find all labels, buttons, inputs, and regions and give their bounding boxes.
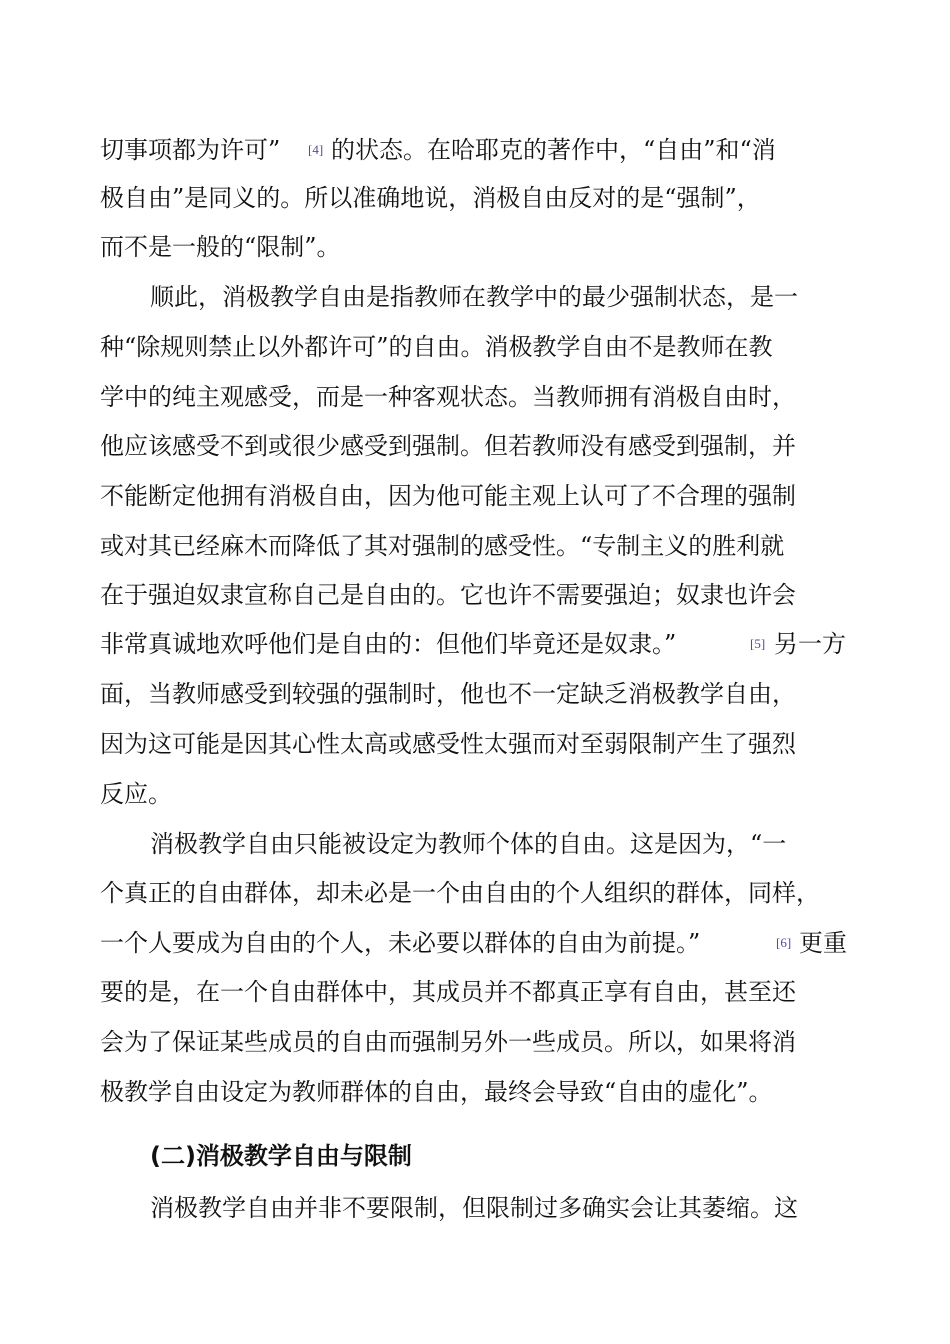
text-run: 学中的纯主观感受，而是一种客观状态。当教师拥有消极自由时， [100,383,796,411]
text-run: 极自由”是同义的。所以准确地说，消极自由反对的是“强制”， [100,184,761,212]
text-run: 一个人要成为自由的个人，未必要以群体的自由为前提。” [100,929,701,957]
text-run: 切事项都为许可” [100,136,281,164]
text-run: 顺此，消极教学自由是指教师在教学中的最少强制状态，是一 [150,283,798,311]
text-run: 非常真诚地欢呼他们是自由的：但他们毕竟还是奴隶。” [100,630,677,658]
text-run: 或对其已经麻木而降低了其对强制的感受性。“专制主义的胜利就 [100,532,785,560]
text-run: 种“除规则禁止以外都许可”的自由。消极教学自由不是教师在教 [100,333,773,361]
citation-ref: [6] [776,935,792,950]
text-run: 面，当教师感受到较强的强制时，他也不一定缺乏消极教学自由， [100,680,796,708]
text-run: 不能断定他拥有消极自由，因为他可能主观上认可了不合理的强制 [100,482,796,510]
text-run: 更重 [799,929,847,957]
text-run: 极教学自由设定为教师群体的自由，最终会导致“自由的虚化”。 [100,1078,773,1106]
citation-ref: [5] [750,636,766,651]
text-run: 要的是，在一个自由群体中，其成员并不都真正享有自由，甚至还 [100,978,796,1006]
text-run: 而不是一般的“限制”。 [100,233,341,261]
text-run: 另一方 [774,630,846,658]
text-run: 消极教学自由并非不要限制，但限制过多确实会让其萎缩。这 [150,1194,798,1222]
text-run: 因为这可能是因其心性太高或感受性太强而对至弱限制产生了强烈 [100,730,796,758]
text-run: 个真正的自由群体，却未必是一个由自由的个人组织的群体，同样， [100,879,820,907]
text-run: 他应该感受不到或很少感受到强制。但若教师没有感受到强制，并 [100,432,796,460]
text-run: 在于强迫奴隶宣称自己是自由的。它也许不需要强迫；奴隶也许会 [100,581,796,609]
text-run: 会为了保证某些成员的自由而强制另外一些成员。所以，如果将消 [100,1028,796,1056]
text-run: 反应。 [100,780,172,808]
section-heading-text: (二)消极教学自由与限制 [150,1142,412,1170]
text-run: 消极教学自由只能被设定为教师个体的自由。这是因为，“一 [150,830,787,858]
text-run: 的状态。在哈耶克的著作中，“自由”和“消 [331,136,776,164]
citation-ref: [4] [308,142,324,157]
